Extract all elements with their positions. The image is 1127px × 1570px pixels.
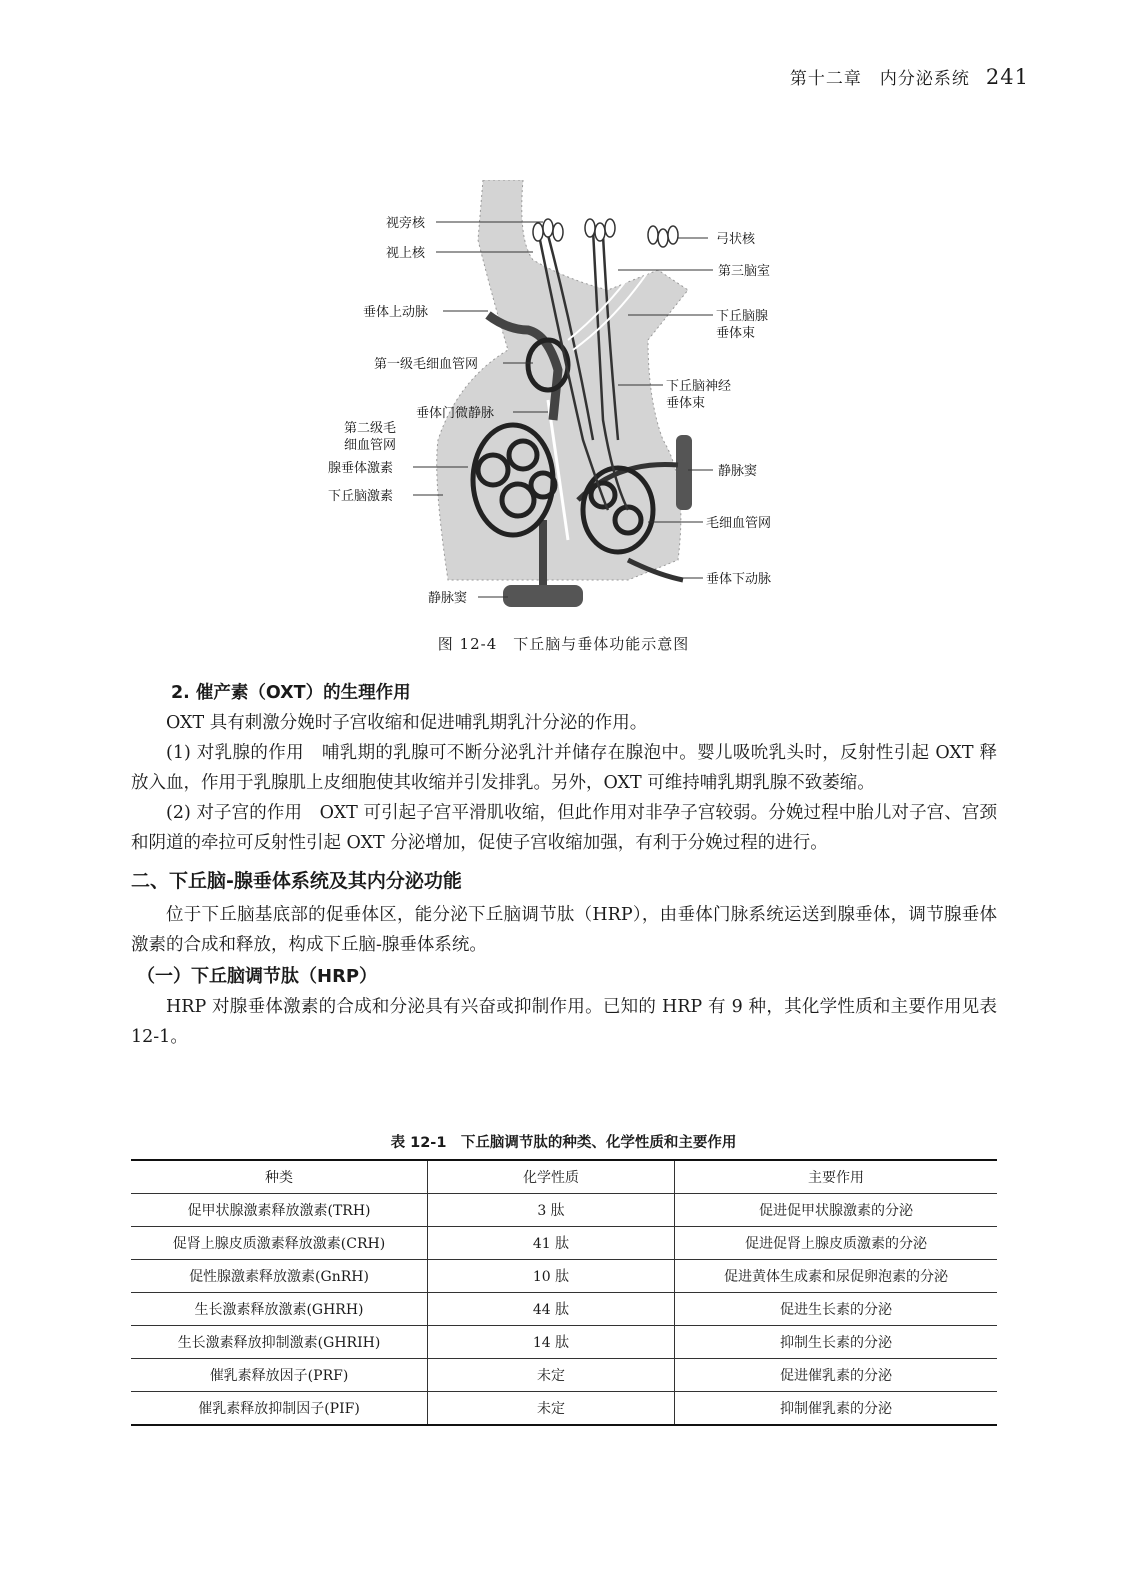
table-title: 表 12-1 下丘脑调节肽的种类、化学性质和主要作用 [390,1135,737,1151]
figure-label: 垂体门微静脉 [416,406,495,421]
figure-label: 视上核 [386,246,426,261]
column-header: 主要作用 [675,1160,998,1194]
figure-label: 静脉窦 [718,464,758,479]
table-cell: 促进黄体生成素和尿促卵泡素的分泌 [675,1260,998,1293]
paragraph: HRP 对腺垂体激素的合成和分泌具有兴奋或抑制作用。已知的 HRP 有 9 种，其化学性质和主要作用见表 12-1。 [131,997,997,1047]
hypothalamus-pituitary-figure [318,180,798,620]
table-row [131,1194,997,1227]
table-cell: 催乳素释放因子(PRF) [131,1359,428,1392]
table-cell: 促进促甲状腺激素的分泌 [675,1194,998,1227]
figure-label: 毛细血管网 [706,516,772,531]
paragraph: (1) 对乳腺的作用 哺乳期的乳腺可不断分泌乳汁并储存在腺泡中。婴儿吸吮乳头时，反射性引起 OXT 释放入血，作用于乳腺肌上皮细胞使其收缩并引发排乳。另外，OXT 可维持哺乳期乳腺不致萎缩。 [131,743,997,793]
table-cell: 未定 [428,1359,675,1392]
figure-label: 腺垂体激素 [328,461,394,476]
table-cell: 催乳素释放抑制因子(PIF) [131,1392,428,1426]
table-cell: 生长激素释放激素(GHRH) [131,1293,428,1326]
table-cell: 促甲状腺激素释放激素(TRH) [131,1194,428,1227]
figure-label: 静脉窦 [428,591,468,606]
figure-label: 第三脑室 [718,264,771,279]
table-cell: 抑制催乳素的分泌 [675,1392,998,1426]
table-row [131,1260,997,1293]
table-cell: 14 肽 [428,1326,675,1359]
figure-label: 下丘脑神经 [666,379,732,394]
body-text [131,676,997,1052]
table-cell: 生长激素释放抑制激素(GHRIH) [131,1326,428,1359]
table-row [131,1392,997,1426]
figure-label: 垂体束 [666,396,706,411]
paragraph: OXT 具有刺激分娩时子宫收缩和促进哺乳期乳汁分泌的作用。 [166,713,648,733]
table-cell: 抑制生长素的分泌 [675,1326,998,1359]
table-cell: 促进催乳素的分泌 [675,1359,998,1392]
table-cell: 3 肽 [428,1194,675,1227]
table-cell: 促肾上腺皮质激素释放激素(CRH) [131,1227,428,1260]
table-cell: 未定 [428,1392,675,1426]
page-number: 241 [985,65,1029,89]
figure-caption: 图 12-4 下丘脑与垂体功能示意图 [437,635,690,653]
paragraph: 位于下丘脑基底部的促垂体区，能分泌下丘脑调节肽（HRP），由垂体门脉系统运送到腺垂体，调节腺垂体激素的合成和释放，构成下丘脑-腺垂体系统。 [131,905,997,955]
figure-label: 垂体束 [716,326,756,341]
hrp-table [131,1159,997,1426]
figure-label: 第二级毛 [344,421,397,436]
section-heading-hrp: （一）下丘脑调节肽（HRP） [137,966,378,987]
table-cell: 41 肽 [428,1227,675,1260]
table-cell: 促进促肾上腺皮质激素的分泌 [675,1227,998,1260]
table-row [131,1227,997,1260]
table-cell: 促性腺激素释放激素(GnRH) [131,1260,428,1293]
figure-label: 弓状核 [716,232,756,247]
column-header: 种类 [131,1160,428,1194]
chapter-title: 第十二章 内分泌系统 [789,69,970,89]
figure-label: 垂体上动脉 [363,305,429,320]
figure-label: 下丘脑腺 [716,309,769,324]
table-row [131,1293,997,1326]
table-header-row [131,1160,997,1194]
table-row [131,1326,997,1359]
figure-label: 第一级毛细血管网 [374,357,479,372]
section-heading-two: 二、下丘脑-腺垂体系统及其内分泌功能 [131,870,462,892]
figure-illustration [318,180,798,620]
figure-label: 垂体下动脉 [706,572,772,587]
table-cell: 10 肽 [428,1260,675,1293]
table-cell: 44 肽 [428,1293,675,1326]
figure-label: 细血管网 [344,438,397,453]
paragraph: (2) 对子宫的作用 OXT 可引起子宫平滑肌收缩，但此作用对非孕子宫较弱。分娩过程中胎儿对子宫、宫颈和阴道的牵拉可反射性引起 OXT 分泌增加，促使子宫收缩加强，有利于分娩过程的进行。 [131,803,997,853]
running-header [790,64,1029,89]
figure-label: 下丘脑激素 [328,489,394,504]
figure-label: 视旁核 [386,216,426,231]
table-cell: 促进生长素的分泌 [675,1293,998,1326]
column-header: 化学性质 [428,1160,675,1194]
table-row [131,1359,997,1392]
section-heading-oxt: 2. 催产素（OXT）的生理作用 [171,683,411,703]
